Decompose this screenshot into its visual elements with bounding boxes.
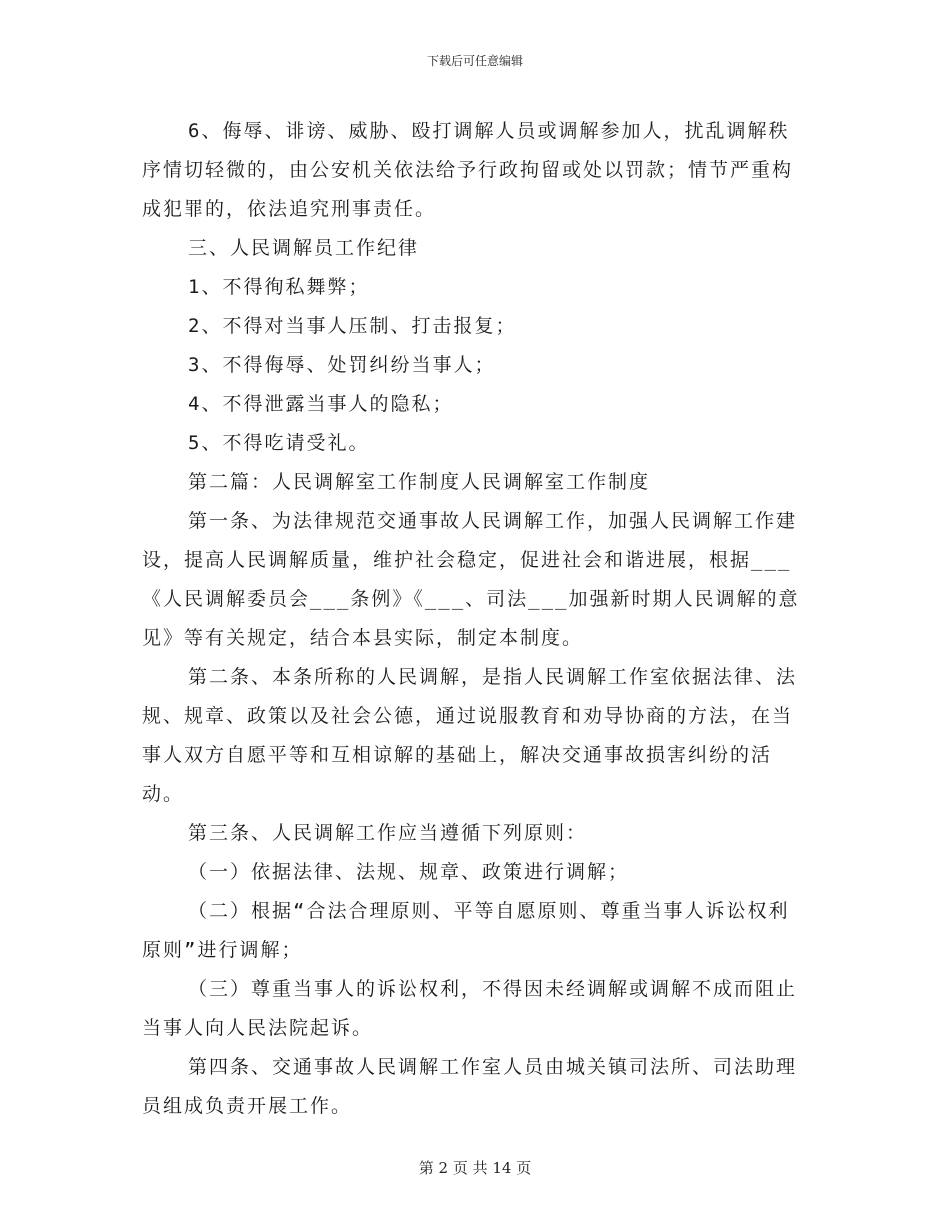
list-item: 3、不得侮辱、处罚纠纷当事人； (188, 354, 496, 376)
list-item: 4、不得泄露当事人的隐私； (188, 393, 454, 415)
principle-item: （一）依据法律、法规、规章、政策进行调解； (188, 861, 630, 883)
list-item: 1、不得徇私舞弊； (188, 276, 370, 298)
chapter-title: 第二篇：人民调解室工作制度人民调解室工作制度 (188, 471, 651, 493)
list-item: 5、不得吃请受礼。 (188, 432, 370, 454)
page-header: 下载后可任意编辑 (426, 54, 523, 68)
document-body (142, 112, 808, 1126)
paragraph-penalty-6: 6、侮辱、诽谤、威胁、殴打调解人员或调解参加人，扰乱调解秩序情切轻微的，由公安机关依法给予行政拘留或处以罚款；情节严重构成犯罪的，依法追究刑事责任。 (142, 120, 794, 220)
principle-item: （三）尊重当事人的诉讼权利，不得因未经调解或调解不成而阻止当事人向人民法院起诉。 (142, 978, 798, 1039)
article-2: 第二条、本条所称的人民调解，是指人民调解工作室依据法律、法规、规章、政策以及社会公德，通过说服教育和劝导协商的方法，在当事人双方自愿平等和互相谅解的基础上，解决交通事故损害纠纷的活动。 (142, 666, 798, 805)
list-item: 2、不得对当事人压制、打击报复； (188, 315, 517, 337)
article-1: 第一条、为法律规范交通事故人民调解工作，加强人民调解工作建设，提高人民调解质量，维护社会稳定，促进社会和谐进展，根据___《人民调解委员会___条例》《___、司法___加强新时期人民调解的意见》等有关规定，结合本县实际，制定本制度。 (142, 510, 800, 649)
section-heading-discipline: 三、人民调解员工作纪律 (188, 237, 420, 259)
page-footer: 第 2 页 共 14 页 (418, 1159, 532, 1177)
article-4: 第四条、交通事故人民调解工作室人员由城关镇司法所、司法助理员组成负责开展工作。 (142, 1056, 798, 1117)
principle-item: （二）根据“合法合理原则、平等自愿原则、尊重当事人诉讼权利原则”进行调解； (142, 900, 790, 961)
article-3: 第三条、人民调解工作应当遵循下列原则： (188, 822, 588, 844)
